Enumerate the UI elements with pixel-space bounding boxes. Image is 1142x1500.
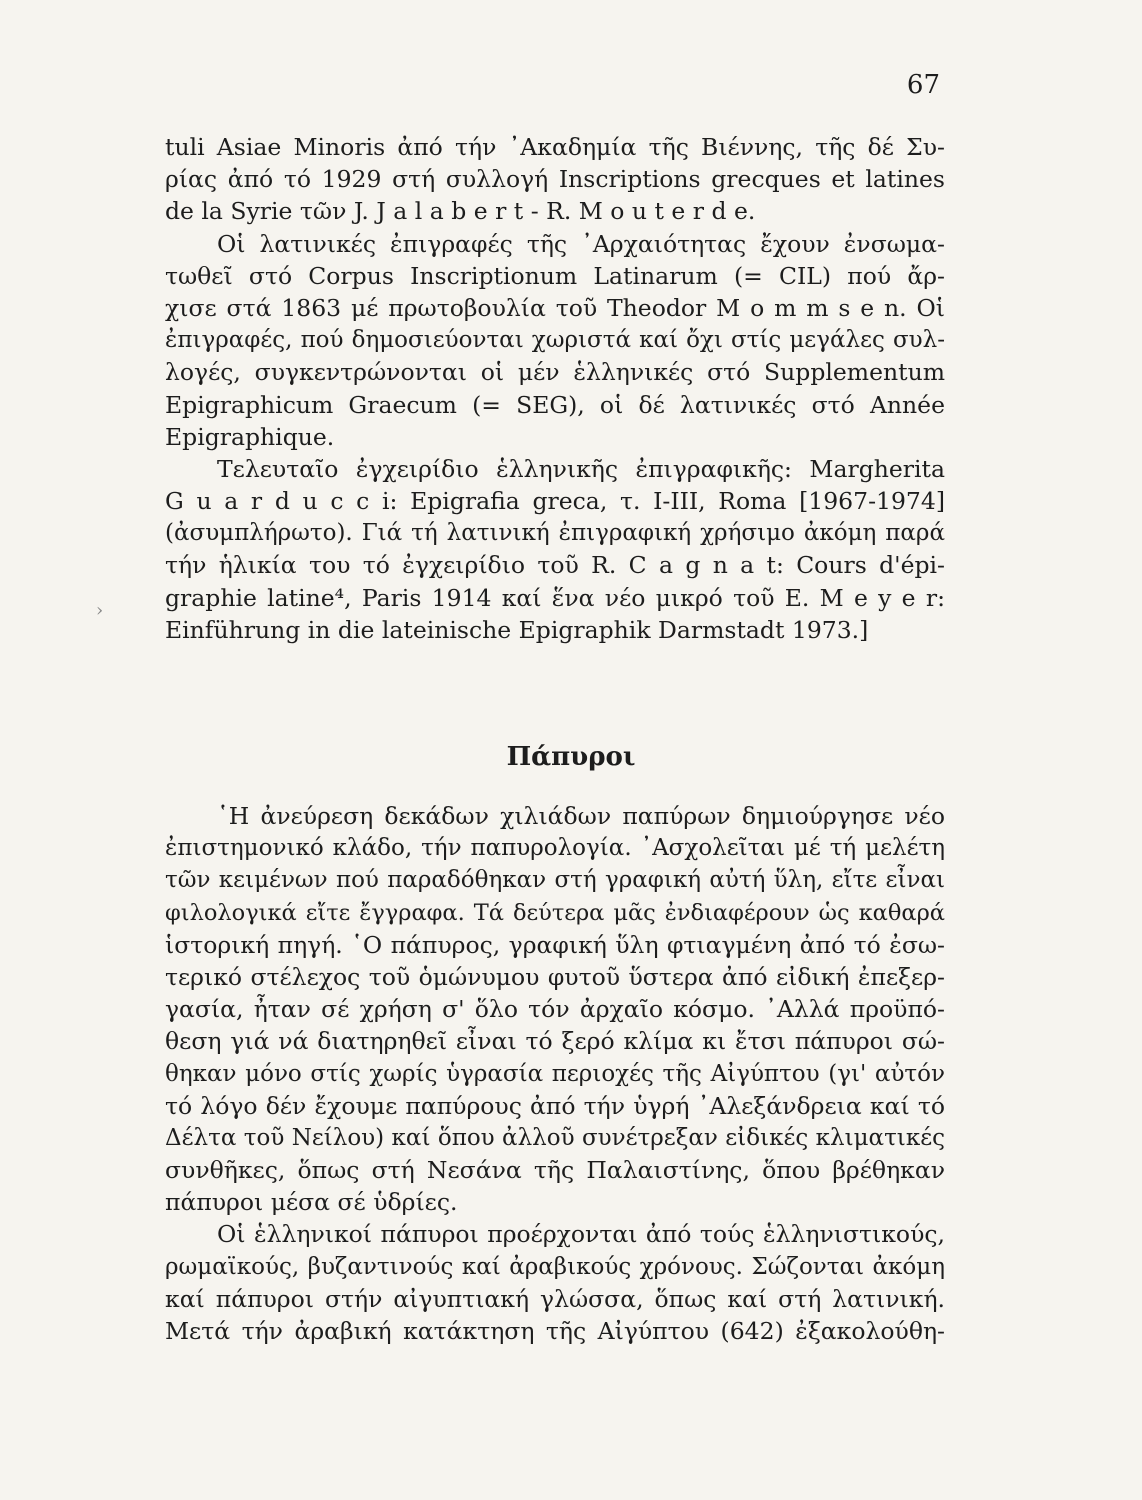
text-line: Epigraphicum Graecum (= SEG), οἱ δέ λατινικές στό Année — [165, 390, 945, 419]
text-line: Einführung in die lateinische Epigraphik Darmstadt 1973.] — [165, 615, 869, 644]
text-line: τῶν κειμένων πού παραδόθηκαν στή γραφική αὐτή ὕλη, εἴτε εἶναι — [165, 867, 945, 894]
text-line: ἐπιγραφές, πού δημοσιεύονται χωριστά καί ὄχι στίς μεγάλες συλ- — [165, 327, 945, 354]
text-line: τερικό στέλεχος τοῦ ὁμώνυμου φυτοῦ ὕστερα ἀπό εἰδική ἐπεξερ- — [165, 962, 945, 991]
text-line: Epigraphique. — [165, 422, 335, 451]
text-line: συνθῆκες, ὅπως στή Νεσάνα τῆς Παλαιστίνης, ὅπου βρέθηκαν — [165, 1156, 945, 1185]
text-block-papyri — [165, 800, 945, 1347]
text-line: τήν ἡλικία του τό ἐγχειρίδιο τοῦ R. C a g n a t: Cours d'épi- — [165, 551, 945, 580]
text-line: Μετά τήν ἀραβική κατάκτηση τῆς Αἰγύπτου (642) ἐξακολούθη- — [165, 1317, 945, 1345]
text-line: ρωμαϊκούς, βυζαντινούς καί ἀραβικούς χρόνους. Σώζονται ἀκόμη — [165, 1253, 945, 1280]
page-number: 67 — [906, 70, 940, 100]
text-line: de la Syrie τῶν J. J a l a b e r t - R. M o u t e r d e. — [165, 197, 756, 226]
text-line: ἐπιστημονικό κλάδο, τήν παπυρολογία. ᾿Ασχολεῖται μέ τή μελέτη — [165, 835, 945, 862]
text-line: Οἱ ἑλληνικοί πάπυροι προέρχονται ἀπό τούς ἑλληνιστικούς, — [217, 1220, 945, 1249]
text-line: τό λόγο δέν ἔχουμε παπύρους ἀπό τήν ὑγρή ᾿Αλεξάνδρεια καί τό — [165, 1091, 945, 1120]
text-line: λογές, συγκεντρώνονται οἱ μέν ἑλληνικές στό Supplementum — [165, 358, 945, 387]
text-line: G u a r d u c c i: Epigrafia greca, τ. I-III, Roma [1967-1974] — [165, 487, 945, 516]
margin-mark: › — [96, 600, 104, 621]
text-line: θεση γιά νά διατηρηθεῖ εἶναι τό ξερό κλίμα κι ἔτσι πάπυροι σώ- — [165, 1027, 945, 1056]
text-line: graphie latine⁴, Paris 1914 καί ἕνα νέο μικρό τοῦ E. M e y e r: — [165, 583, 945, 612]
text-line: τωθεῖ στό Corpus Inscriptionum Latinarum (= CIL) πού ἄρ- — [165, 261, 945, 290]
text-line: ἱστορική πηγή. ῾Ο πάπυρος, γραφική ὕλη φτιαγμένη ἀπό τό ἐσω- — [165, 930, 945, 959]
text-line: Δέλτα τοῦ Νείλου) καί ὅπου ἀλλοῦ συνέτρεξαν εἰδικές κλιματικές — [165, 1124, 945, 1151]
text-line: ῾Η ἀνεύρεση δεκάδων χιλιάδων παπύρων δημιούργησε νέο — [217, 802, 945, 830]
text-block-epigraphy — [165, 131, 945, 646]
text-line: (ἀσυμπλήρωτο). Γιά τή λατινική ἐπιγραφική χρήσιμο ἀκόμη παρά — [165, 520, 945, 547]
text-line: θηκαν μόνο στίς χωρίς ὑγρασία περιοχές τῆς Αἰγύπτου (γι' αὐτόν — [165, 1060, 945, 1087]
text-line: Οἱ λατινικές ἐπιγραφές τῆς ᾿Αρχαιότητας ἔχουν ἐνσωμα- — [217, 229, 945, 258]
section-title: Πάπυροι — [506, 742, 636, 772]
text-line: πάπυροι μέσα σέ ὑδρίες. — [165, 1188, 458, 1217]
text-line: χισε στά 1863 μέ πρωτοβουλία τοῦ Theodor M o m m s e n. Οἱ — [165, 293, 945, 322]
text-line: Τελευταῖο ἐγχειρίδιο ἑλληνικῆς ἐπιγραφικῆς: Margherita — [217, 454, 945, 483]
text-line: ρίας ἀπό τό 1929 στή συλλογή Inscriptions grecques et latines — [165, 165, 945, 194]
text-line: γασία, ἦταν σέ χρήση σ' ὅλο τόν ἀρχαῖο κόσμο. ᾿Αλλά προϋπό- — [165, 995, 945, 1024]
text-line: tuli Asiae Minoris ἀπό τήν ᾿Ακαδημία τῆς Βιέννης, τῆς δέ Συ- — [165, 133, 945, 161]
text-line: φιλολογικά εἴτε ἔγγραφα. Τά δεύτερα μᾶς ἐνδιαφέρουν ὡς καθαρά — [165, 899, 945, 926]
text-line: καί πάπυροι στήν αἰγυπτιακή γλώσσα, ὅπως καί στή λατινική. — [165, 1284, 945, 1313]
